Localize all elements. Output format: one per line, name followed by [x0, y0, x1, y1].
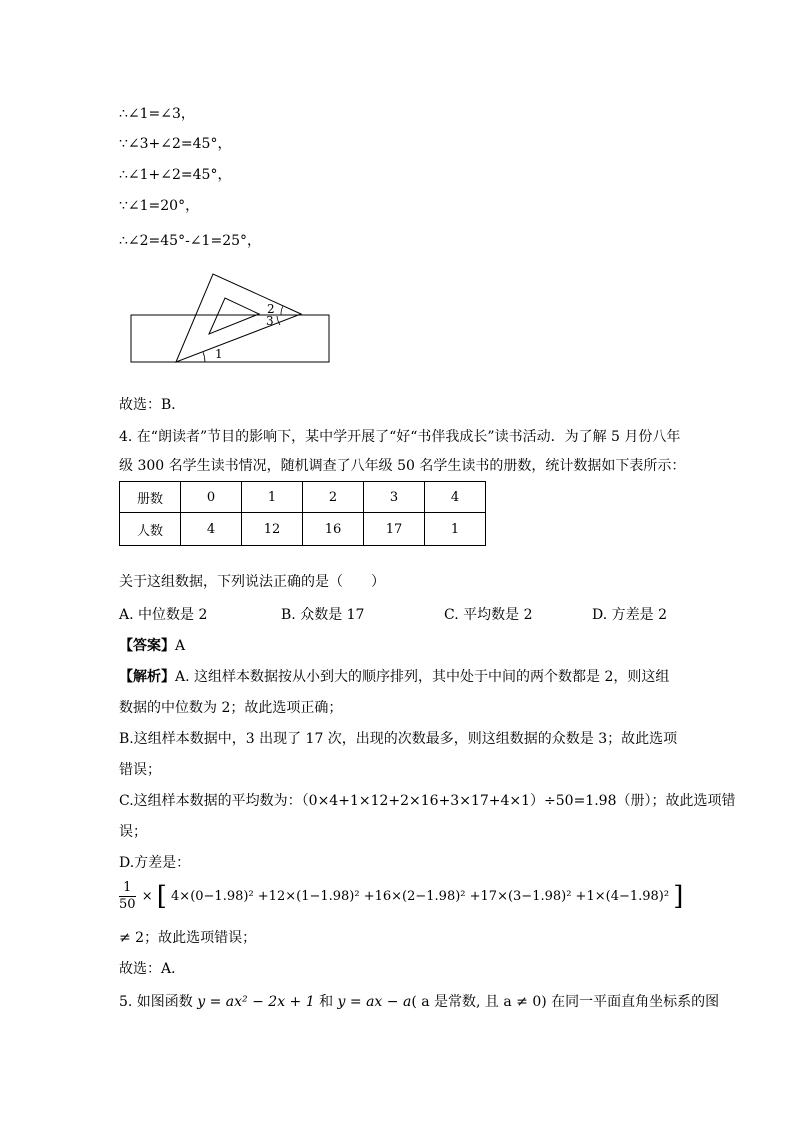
table-cell: 4	[181, 513, 242, 546]
q5-mid: 和	[314, 994, 338, 1010]
analysis-line-a1	[119, 668, 669, 686]
proof-line-3: ∴∠1+∠2=45°，	[119, 167, 232, 183]
variance-body: 4×(0−1.98)² +12×(1−1.98)² +16×(2−1.98)² +17×(3−1.98)² +1×(4−1.98)²	[171, 889, 670, 904]
fraction-numerator: 1	[119, 880, 136, 897]
table-cell: 3	[364, 482, 425, 513]
angle-label-1: 1	[215, 347, 223, 361]
proof-line-1: ∴∠1=∠3，	[119, 106, 195, 122]
analysis-line-a2: 数据的中位数为 2；故此选项正确；	[119, 700, 343, 716]
option-d: D. 方差是 2	[592, 607, 667, 623]
table-row	[120, 482, 486, 513]
q5-paren: ( a 是常数, 且 a ≠ 0) 在同一平面直角坐标系的图	[411, 994, 720, 1010]
table-cell: 2	[303, 482, 364, 513]
close-bracket: ]	[673, 881, 684, 912]
not-equal-line: ≠ 2；故此选项错误；	[119, 930, 257, 946]
table-cell: 17	[364, 513, 425, 546]
q4-question: 关于这组数据，下列说法正确的是（ ）	[119, 574, 385, 590]
table-cell: 0	[181, 482, 242, 513]
answer-label: 【答案】	[119, 638, 175, 654]
q4-select: 故选：A．	[119, 961, 186, 977]
times-sign: ×	[141, 889, 153, 904]
analysis-line-d1: D.方差是：	[119, 855, 191, 871]
table-row	[120, 513, 486, 546]
proof-line-4: ∵∠1=20°，	[119, 198, 200, 214]
analysis-line-b1: B.这组样本数据中，3 出现了 17 次，出现的次数最多，则这组数据的众数是 3；故此选项	[119, 731, 678, 747]
proof-line-5: ∴∠2=45°-∠1=25°，	[119, 233, 262, 249]
analysis-a1-text: A. 这组样本数据按从小到大的顺序排列，其中处于中间的两个数都是 2，则这组	[175, 669, 670, 685]
analysis-label: 【解析】	[119, 669, 175, 685]
triangle-ruler-figure	[125, 270, 340, 370]
angle-label-3: 3	[266, 314, 274, 328]
fraction-denominator: 50	[119, 897, 136, 912]
q5-function-2: y = ax − a	[337, 994, 412, 1010]
analysis-line-c1: C.这组样本数据的平均数为：（0×4+1×12+2×16+3×17+4×1）÷50=1.98（册）；故此选项错	[119, 793, 736, 809]
table-cell: 4	[425, 482, 486, 513]
table-cell: 12	[242, 513, 303, 546]
table-cell: 人数	[120, 513, 181, 546]
option-a: A. 中位数是 2	[119, 607, 208, 623]
q4-data-table	[119, 481, 486, 546]
q5-stem-line-1	[119, 993, 719, 1011]
q5-function-1: y = ax² − 2x + 1	[197, 994, 315, 1010]
open-bracket: [	[156, 881, 167, 912]
analysis-line-b2: 错误；	[119, 762, 161, 778]
fraction	[119, 880, 136, 913]
q4-stem-line-2: 级 300 名学生读书情况，随机调查了八年级 50 名学生读书的册数，统计数据如下表所示：	[119, 458, 686, 474]
option-b: B. 众数是 17	[281, 607, 365, 623]
answer-line	[119, 637, 185, 655]
option-c: C. 平均数是 2	[444, 607, 533, 623]
analysis-line-c2: 误；	[119, 824, 147, 840]
table-cell: 册数	[120, 482, 181, 513]
table-cell: 1	[242, 482, 303, 513]
table-cell: 16	[303, 513, 364, 546]
table-cell: 1	[425, 513, 486, 546]
answer-select-previous: 故选：B．	[119, 397, 186, 413]
answer-value: A	[175, 638, 186, 654]
q5-prefix: 5. 如图函数	[119, 994, 198, 1010]
q4-stem-line-1: 4. 在“朗读者”节目的影响下，某中学开展了“好“书伴我成长”读书活动．为了解 5 月份八年	[119, 429, 681, 445]
proof-line-2: ∵∠3+∠2=45°，	[119, 136, 232, 152]
variance-formula	[119, 880, 683, 913]
angle-label-2: 2	[267, 302, 275, 316]
